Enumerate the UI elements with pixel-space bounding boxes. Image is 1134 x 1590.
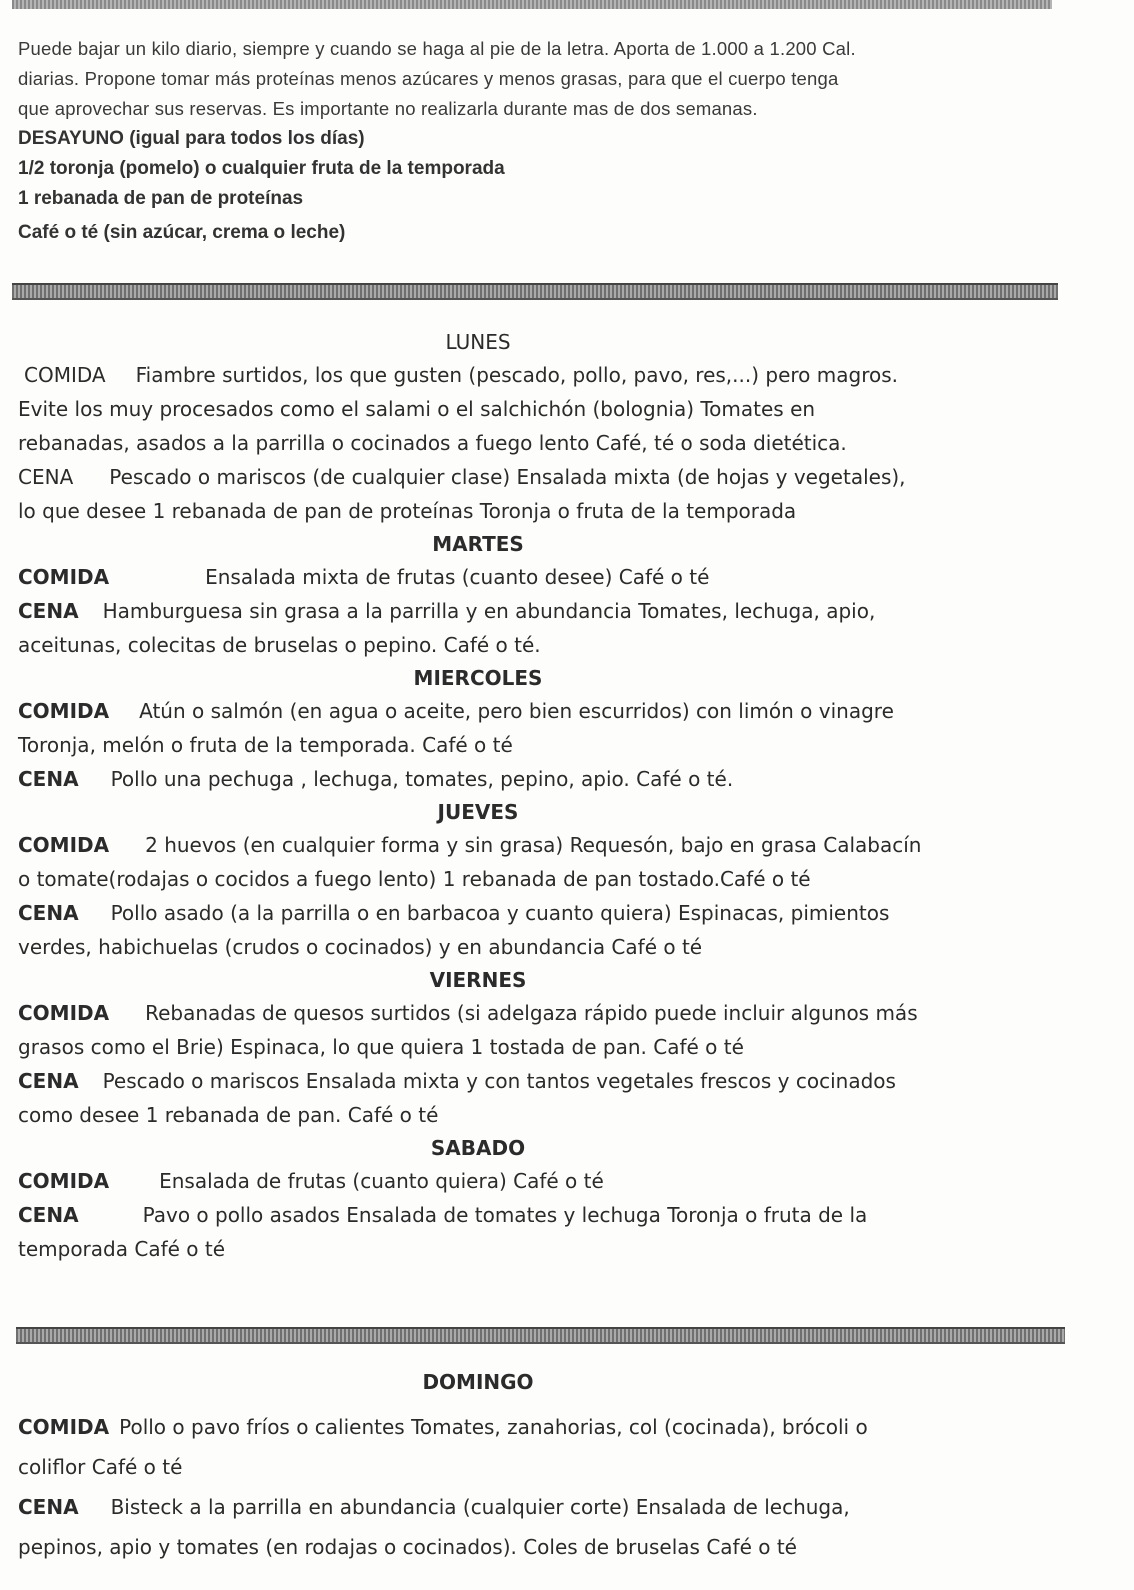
- sunday-menu: [18, 1367, 1058, 1567]
- meal-label: CENA: [18, 1203, 79, 1227]
- meal-comida: [18, 358, 1058, 392]
- meal-text: temporada Café o té: [18, 1237, 226, 1261]
- intro-line: Puede bajar un kilo diario, siempre y cuando se haga al pie de la letra. Aporta de 1.000 a 1.200 Cal.: [18, 38, 856, 59]
- meal-text: Evite los muy procesados como el salami o el salchichón (bolognia) Tomates en: [18, 397, 816, 421]
- meal-cena: [18, 896, 1058, 930]
- meal-comida: [18, 694, 1058, 728]
- day-title-lunes: LUNES: [445, 330, 511, 354]
- day-title-sabado: SABADO: [430, 1136, 526, 1160]
- meal-text: Ensalada de frutas (cuanto quiera) Café o té: [159, 1169, 604, 1193]
- meal-text: coliflor Café o té: [18, 1455, 183, 1479]
- meal-text: o tomate(rodajas o cocidos a fuego lento) 1 rebanada de pan tostado.Café o té: [18, 867, 811, 891]
- day-title-viernes: VIERNES: [429, 968, 527, 992]
- meal-comida: [18, 560, 1058, 594]
- meal-text: rebanadas, asados a la parrilla o cocinados a fuego lento Café, té o soda dietética.: [18, 431, 847, 455]
- breakfast-item: 1 rebanada de pan de proteínas: [18, 188, 304, 209]
- meal-label: COMIDA: [18, 1415, 110, 1439]
- meal-text: Bisteck a la parrilla en abundancia (cualquier corte) Ensalada de lechuga,: [110, 1495, 850, 1519]
- meal-cena: [18, 460, 1058, 494]
- breakfast-item: Café o té (sin azúcar, crema o leche): [18, 222, 346, 243]
- meal-text: Hamburguesa sin grasa a la parrilla y en abundancia Tomates, lechuga, apio,: [102, 599, 876, 623]
- meal-comida: [18, 828, 1058, 862]
- section-divider: [12, 283, 1058, 300]
- meal-cena: [18, 762, 1058, 796]
- meal-label: COMIDA: [18, 565, 110, 589]
- meal-text: Toronja, melón o fruta de la temporada. Café o té: [18, 733, 513, 757]
- meal-label: CENA: [18, 1495, 79, 1519]
- meal-label: CENA: [18, 1069, 79, 1093]
- meal-text: lo que desee 1 rebanada de pan de proteínas Toronja o fruta de la temporada: [18, 499, 797, 523]
- meal-text: grasos como el Brie) Espinaca, lo que quiera 1 tostada de pan. Café o té: [18, 1035, 744, 1059]
- meal-text: aceitunas, colecitas de bruselas o pepino. Café o té.: [18, 633, 541, 657]
- day-title-miercoles: MIERCOLES: [413, 666, 543, 690]
- meal-text: Pescado o mariscos (de cualquier clase) Ensalada mixta (de hojas y vegetales),: [109, 465, 906, 489]
- weekly-menu: [18, 326, 1058, 1266]
- breakfast-item: 1/2 toronja (pomelo) o cualquier fruta de la temporada: [18, 158, 505, 179]
- meal-comida: [18, 1164, 1058, 1198]
- meal-text: como desee 1 rebanada de pan. Café o té: [18, 1103, 439, 1127]
- meal-label: COMIDA: [18, 699, 110, 723]
- meal-text: Pescado o mariscos Ensalada mixta y con tantos vegetales frescos y cocinados: [102, 1069, 896, 1093]
- meal-text: Pavo o pollo asados Ensalada de tomates y lechuga Toronja o fruta de la: [142, 1203, 868, 1227]
- section-divider: [16, 1327, 1065, 1344]
- meal-comida: [18, 996, 1058, 1030]
- meal-label: COMIDA: [18, 1001, 110, 1025]
- meal-cena: [18, 1487, 1058, 1527]
- meal-text: Fiambre surtidos, los que gusten (pescado, pollo, pavo, res,...) pero magros.: [135, 363, 898, 387]
- top-divider: [12, 0, 1052, 9]
- day-title-martes: MARTES: [432, 532, 524, 556]
- meal-text: 2 huevos (en cualquier forma y sin grasa) Requesón, bajo en grasa Calabacín: [145, 833, 922, 857]
- meal-text: Atún o salmón (en agua o aceite, pero bien escurridos) con limón o vinagre: [139, 699, 894, 723]
- meal-label: CENA: [18, 465, 74, 489]
- meal-text: verdes, habichuelas (crudos o cocinados) y en abundancia Café o té: [18, 935, 703, 959]
- breakfast-title: DESAYUNO (igual para todos los días): [18, 128, 365, 149]
- meal-label: CENA: [18, 767, 79, 791]
- meal-label: COMIDA: [18, 1169, 110, 1193]
- intro-line: que aprovechar sus reservas. Es importante no realizarla durante mas de dos semanas.: [18, 98, 758, 119]
- meal-label: CENA: [18, 901, 79, 925]
- meal-text: Pollo una pechuga , lechuga, tomates, pepino, apio. Café o té.: [110, 767, 734, 791]
- meal-label: COMIDA: [24, 363, 106, 387]
- meal-text: Pollo o pavo fríos o calientes Tomates, zanahorias, col (cocinada), brócoli o: [119, 1415, 868, 1439]
- meal-cena: [18, 1198, 1058, 1232]
- meal-text: Rebanadas de quesos surtidos (si adelgaza rápido puede incluir algunos más: [145, 1001, 918, 1025]
- day-title-domingo: DOMINGO: [422, 1370, 534, 1394]
- meal-text: Ensalada mixta de frutas (cuanto desee) Café o té: [205, 565, 710, 589]
- meal-text: pepinos, apio y tomates (en rodajas o cocinados). Coles de bruselas Café o té: [18, 1535, 797, 1559]
- meal-cena: [18, 1064, 1058, 1098]
- meal-label: CENA: [18, 599, 79, 623]
- intro-section: [18, 34, 1048, 248]
- day-title-jueves: JUEVES: [437, 800, 519, 824]
- meal-cena: [18, 594, 1058, 628]
- meal-label: COMIDA: [18, 833, 110, 857]
- meal-comida: [18, 1407, 1058, 1447]
- intro-line: diarias. Propone tomar más proteínas menos azúcares y menos grasas, para que el cuerpo tenga: [18, 68, 839, 89]
- meal-text: Pollo asado (a la parrilla o en barbacoa y cuanto quiera) Espinacas, pimientos: [110, 901, 890, 925]
